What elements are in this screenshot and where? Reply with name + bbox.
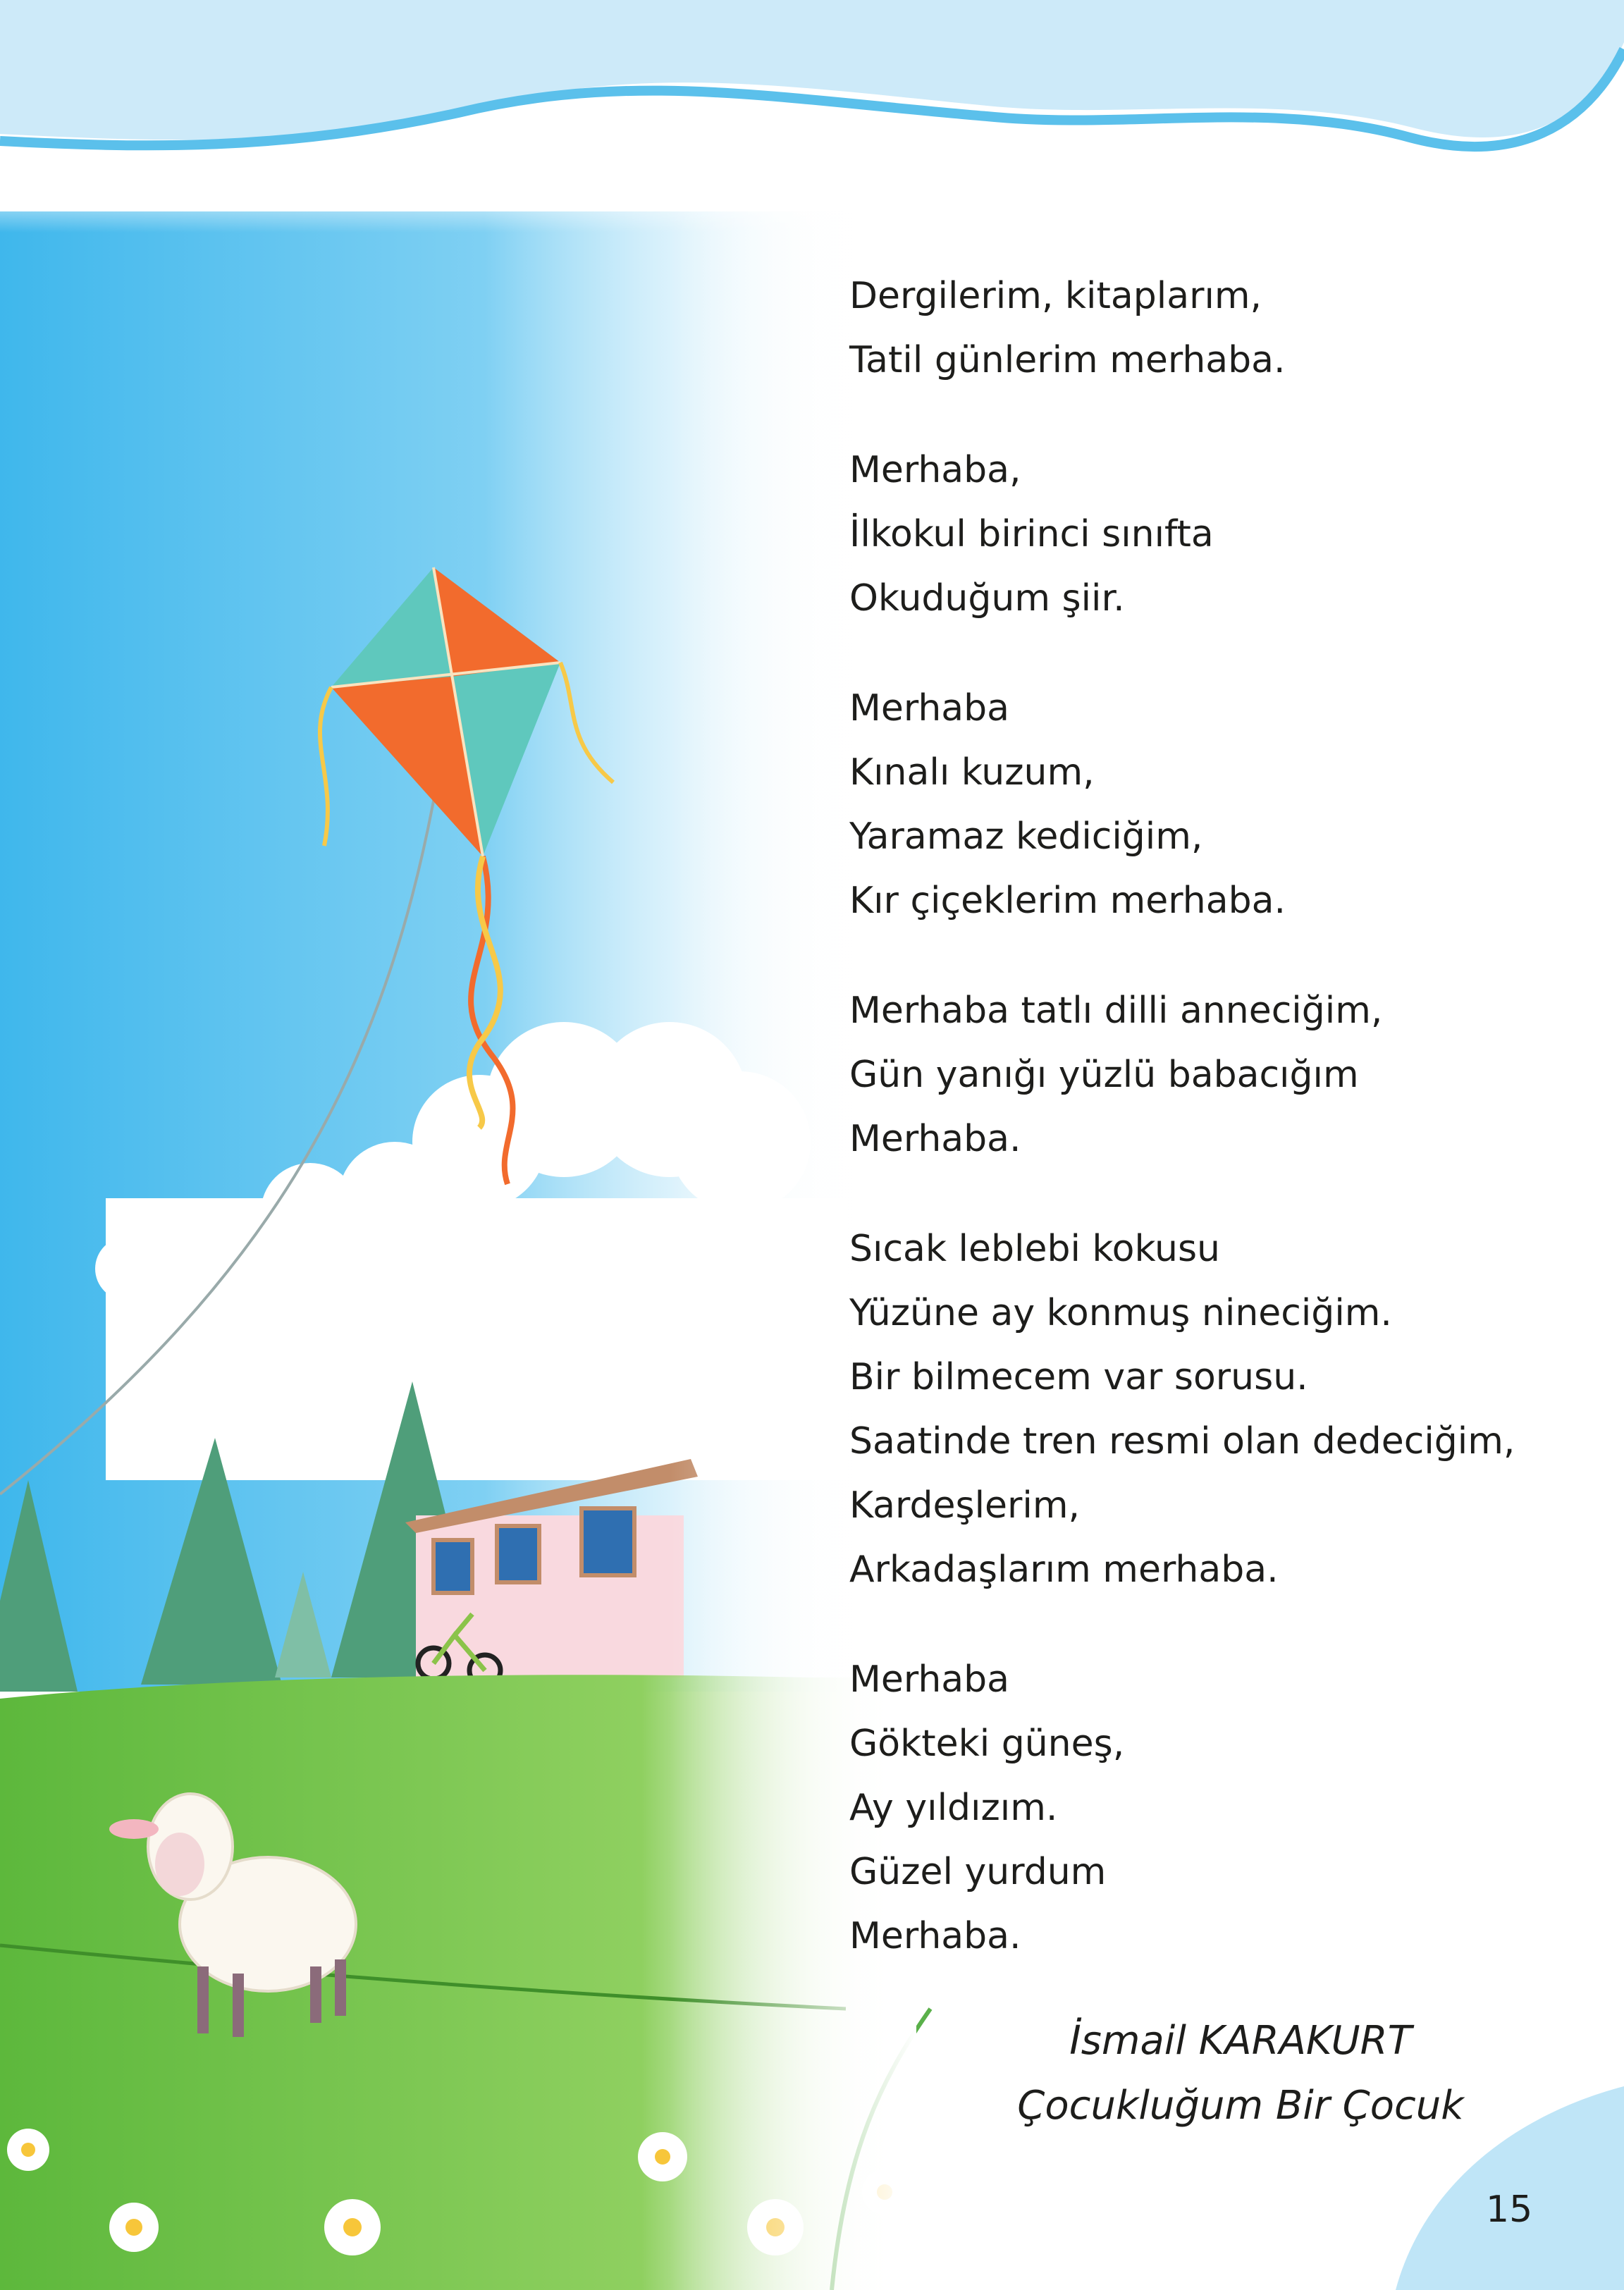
poem-line: Ay yıldızım.	[849, 1787, 1058, 1829]
poem-stanza	[849, 438, 1515, 631]
poem-stanza	[849, 1648, 1515, 1969]
poem-line: Bir bilmecem var sorusu.	[849, 1356, 1308, 1398]
attribution	[916, 2009, 1565, 2138]
author-name: İsmail KARAKURT	[1069, 2018, 1412, 2064]
poem-line: Tatil günlerim merhaba.	[849, 339, 1286, 381]
poem-line: Dergilerim, kitaplarım,	[849, 275, 1262, 317]
poem-stanza	[849, 1217, 1515, 1602]
poem-stanza	[849, 264, 1515, 393]
poem-line: Okuduğum şiir.	[849, 577, 1125, 620]
poem-line: Yaramaz kediciğim,	[849, 815, 1203, 858]
page-number: 15	[1486, 2189, 1533, 2231]
poem-line: Kardeşlerim,	[849, 1484, 1081, 1527]
header-wave	[0, 0, 1624, 147]
poem-line: Kınalı kuzum,	[849, 751, 1095, 794]
poem-line: İlkokul birinci sınıfta	[849, 513, 1214, 555]
poem-line: Gün yanığı yüzlü babacığım	[849, 1054, 1359, 1096]
poem-line: Merhaba tatlı dilli anneciğim,	[849, 990, 1383, 1032]
poem-stanza	[849, 979, 1515, 1171]
poem-line: Merhaba.	[849, 1118, 1021, 1160]
poem-line: Gökteki güneş,	[849, 1723, 1125, 1765]
poem-line: Merhaba,	[849, 449, 1021, 491]
poem-stanza	[849, 677, 1515, 933]
poem-line: Sıcak leblebi kokusu	[849, 1228, 1221, 1270]
poem-line: Kır çiçeklerim merhaba.	[849, 880, 1286, 922]
poem-line: Güzel yurdum	[849, 1851, 1107, 1893]
poem-line: Saatinde tren resmi olan dedeciğim,	[849, 1420, 1515, 1463]
poem-line: Merhaba	[849, 687, 1010, 730]
poem-line: Yüzüne ay konmuş nineciğim.	[849, 1292, 1392, 1334]
poem	[849, 264, 1515, 2014]
source-title: Çocukluğum Bir Çocuk	[1017, 2083, 1464, 2129]
poem-line: Merhaba	[849, 1658, 1010, 1701]
poem-line: Arkadaşlarım merhaba.	[849, 1549, 1279, 1591]
poem-line: Merhaba.	[849, 1915, 1021, 1957]
